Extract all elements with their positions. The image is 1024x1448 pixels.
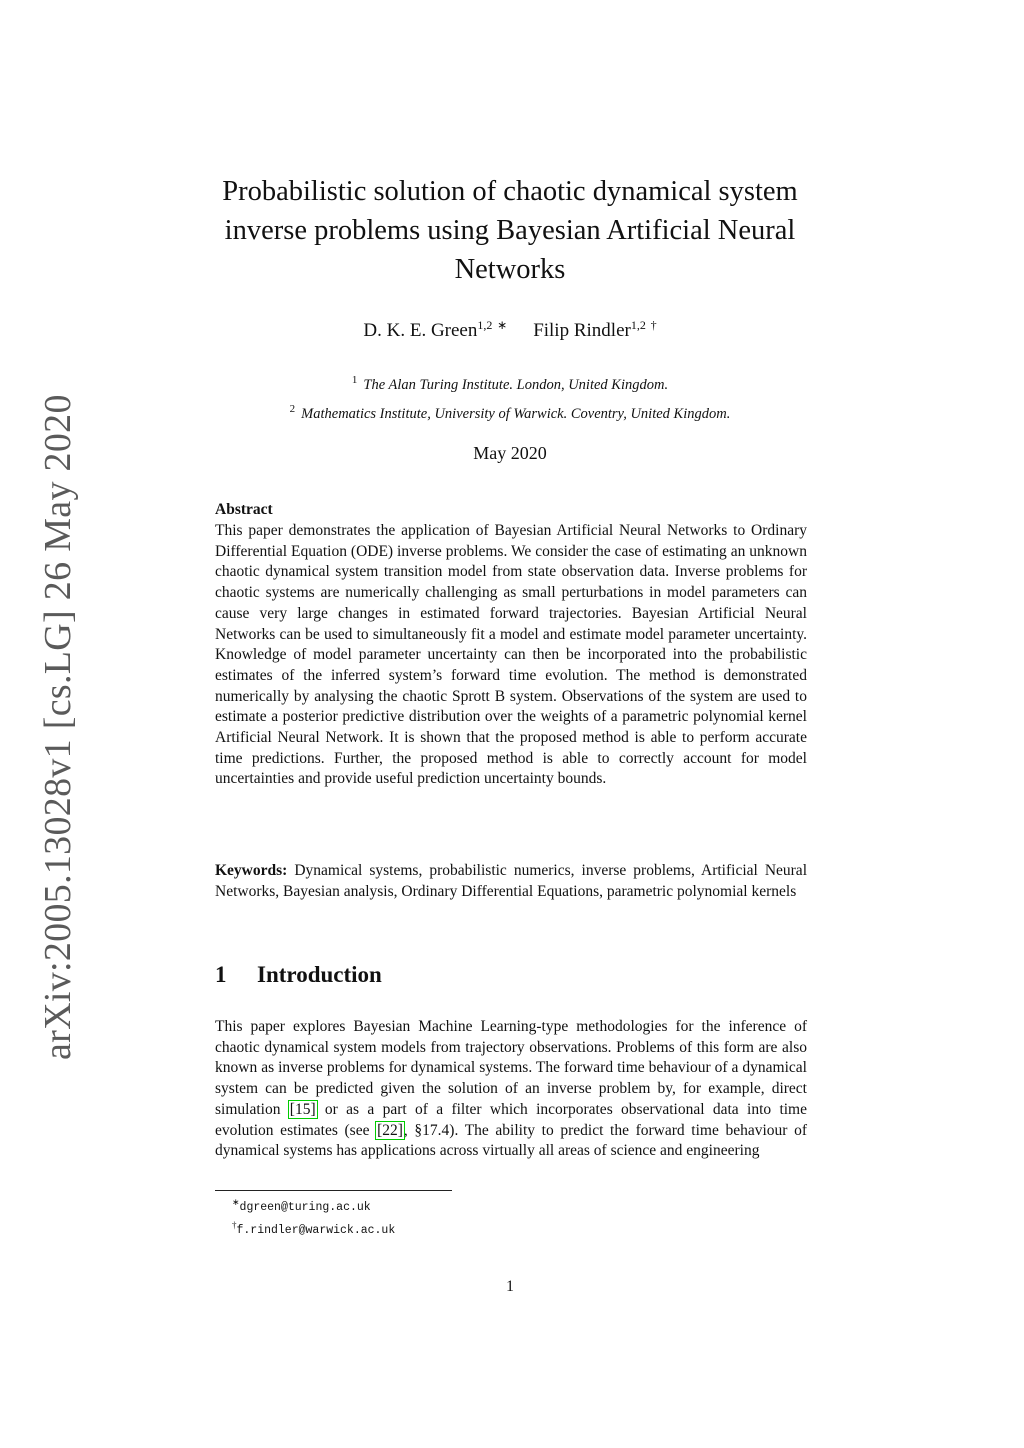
affiliation-line [200,368,820,397]
intro-text: This paper explores Bayesian Machine Learning-type methodologies for the inference of chaotic dynamical system models from trajectory observations. Problems of this form are also known as inverse problems for dynamical systems. The forward time behaviour of a dynamical system can be predicted given the solution of an inverse problem by, for example, direct simulation [215,1018,807,1118]
author-footnote-mark[interactable]: † [650,318,657,332]
author-affiliation-marks: 1,2 [477,318,493,332]
section-title: Introduction [257,962,382,987]
author-name: D. K. E. Green [363,320,478,341]
keywords-paragraph [215,861,807,902]
footnote-email[interactable]: f.rindler@warwick.ac.uk [236,1223,396,1237]
paper-title: Probabilistic solution of chaotic dynamical system inverse problems using Bayesian Artificial Neural Networks [222,176,798,285]
author-footnote-mark[interactable]: ∗ [497,318,508,332]
intro-text: or as a part of a filter which incorporates observational data into time evolution estimates (see [215,1100,807,1139]
footnote-divider [215,1190,452,1191]
footnote-list [232,1194,395,1239]
abstract-text: This paper demonstrates the application of Bayesian Artificial Neural Networks to Ordinary Differential Equation (ODE) inverse problems. We consider the case of estimating an unknown chaotic dynamical system transition model from state observation data. Inverse problems for chaotic systems are numerically challenging as small perturbations in model parameters can cause very large changes in estimated forward trajectories. Bayesian Artificial Neural Networks can be used to simultaneously fit a model and estimate model parameter uncertainty. Knowledge of model parameter uncertainty can then be incorporated into the probabilistic estimates of the inferred system’s forward time evolution. The method is demonstrated numerically by analysing the chaotic Sprott B system. Observations of the system are used to estimate a posterior predictive distribution over the weights of a parametric polynomial kernel Artificial Neural Network. It is shown that the proposed method is able to perform accurate time predictions. Further, the proposed method is able to correctly account for model uncertainties and provide useful prediction uncertainty bounds. [215,522,807,788]
author-affiliation-marks: 1,2 [630,318,646,332]
author-list [200,318,820,342]
affiliation-mark: 2 [289,403,296,415]
affiliation-mark: 1 [351,374,358,386]
keywords-label: Keywords: [215,862,288,879]
footnote-mark: † [232,1219,237,1230]
affiliation-text: Mathematics Institute, University of Warwick. Coventry, United Kingdom. [301,406,731,422]
affiliation-text: The Alan Turing Institute. London, United Kingdom. [363,377,669,393]
section-heading [215,962,382,988]
author-name: Filip Rindler [533,320,631,341]
footnote-email[interactable]: dgreen@turing.ac.uk [239,1201,371,1214]
affiliation-list [200,368,820,426]
section-number: 1 [215,962,227,987]
abstract-heading: Abstract [215,501,273,518]
arxiv-identifier-stamp: arXiv:2005.13028v1 [cs.LG] 26 May 2020 [37,394,79,1060]
keywords-text: Dynamical systems, probabilistic numerics, inverse problems, Artificial Neural Networks, Bayesian analysis, Ordinary Differential Equations, parametric polynomial kernels [215,862,807,900]
footnote [232,1194,395,1217]
publication-date: May 2020 [473,443,547,463]
footnote-mark: ∗ [232,1197,240,1207]
footnote [232,1217,395,1240]
affiliation-line [200,397,820,426]
page-number: 1 [506,1278,514,1295]
intro-text: , §17.4). The ability to predict the forward time behaviour of dynamical systems has applications across virtually all areas of science and engineering [215,1121,807,1160]
introduction-paragraph [215,1017,807,1162]
citation-link[interactable]: [22] [377,1121,403,1139]
citation-link[interactable]: [15] [289,1100,316,1118]
